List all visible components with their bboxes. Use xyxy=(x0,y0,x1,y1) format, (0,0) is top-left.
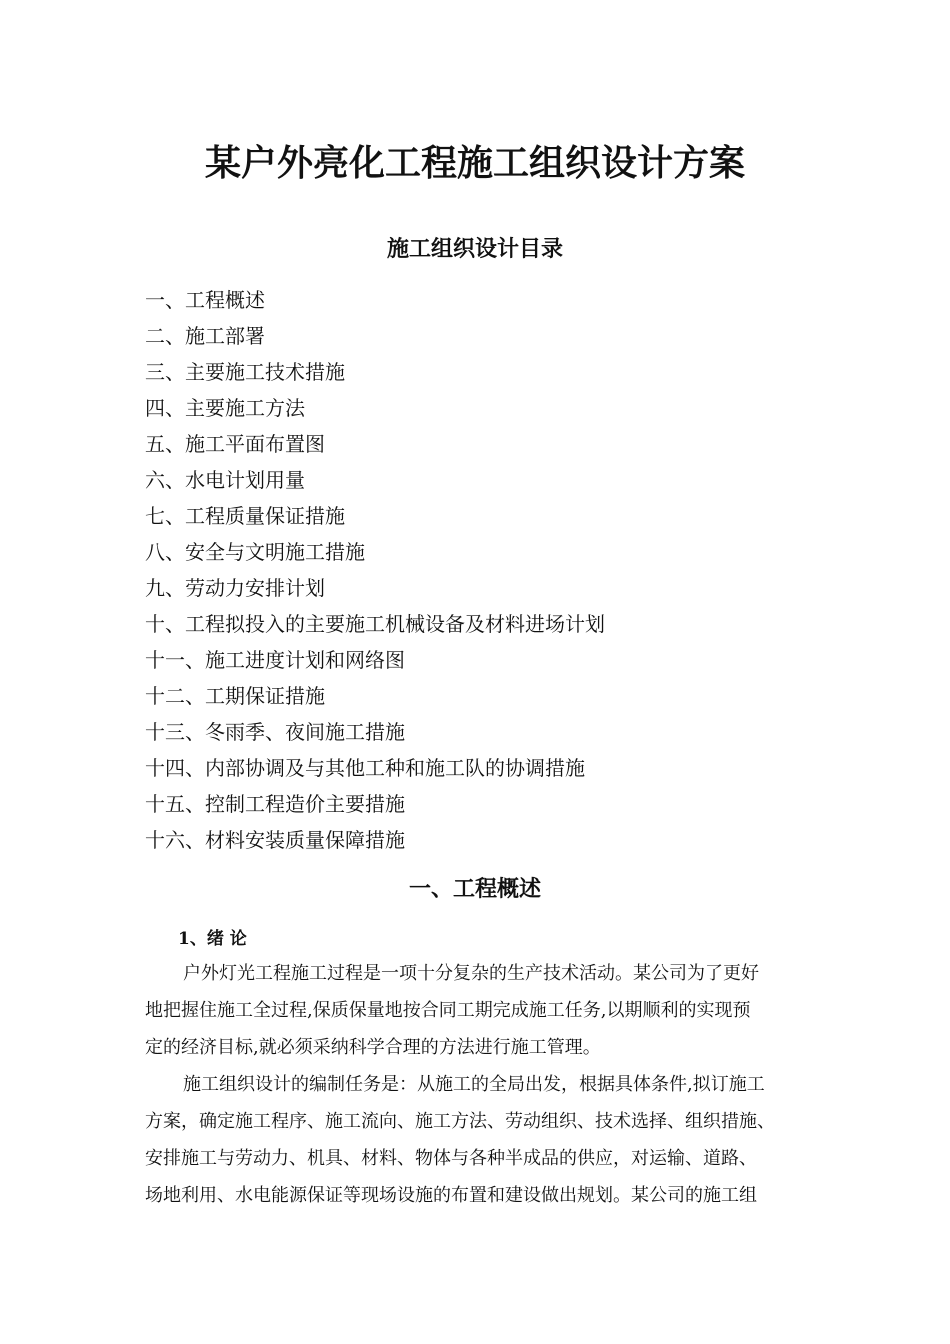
paragraph-task xyxy=(145,1066,825,1214)
toc-item: 十三、冬雨季、夜间施工措施 xyxy=(145,720,405,744)
toc-item: 十五、控制工程造价主要措施 xyxy=(145,792,405,816)
toc-item: 八、安全与文明施工措施 xyxy=(145,540,365,564)
paragraph-intro xyxy=(145,955,825,1066)
paragraph-line: 户外灯光工程施工过程是一项十分复杂的生产技术活动。某公司为了更好 xyxy=(183,963,759,984)
toc-item: 十二、工期保证措施 xyxy=(145,684,325,708)
toc-item: 二、施工部署 xyxy=(145,324,265,348)
toc-item: 一、工程概述 xyxy=(145,288,265,312)
toc-item: 十四、内部协调及与其他工种和施工队的协调措施 xyxy=(145,756,585,780)
table-of-contents xyxy=(145,282,845,858)
toc-item: 六、水电计划用量 xyxy=(145,468,305,492)
toc-item: 三、主要施工技术措施 xyxy=(145,360,345,384)
toc-title: 施工组织设计目录 xyxy=(386,237,563,262)
paragraph-line: 施工组织设计的编制任务是：从施工的全局出发，根据具体条件,拟订施工 xyxy=(183,1074,765,1095)
toc-item: 四、主要施工方法 xyxy=(145,396,305,420)
toc-item: 七、工程质量保证措施 xyxy=(145,504,345,528)
paragraph-line: 地把握住施工全过程,保质保量地按合同工期完成施工任务,以期顺利的实现预 xyxy=(145,1000,751,1021)
toc-item: 十一、施工进度计划和网络图 xyxy=(145,648,405,672)
toc-item: 十、工程拟投入的主要施工机械设备及材料进场计划 xyxy=(145,612,605,636)
subsection-title: 1、绪 论 xyxy=(178,929,247,949)
section-title: 一、工程概述 xyxy=(408,877,541,902)
paragraph-line: 定的经济目标,就必须采纳科学合理的方法进行施工管理。 xyxy=(145,1037,601,1058)
document-title: 某户外亮化工程施工组织设计方案 xyxy=(204,143,745,184)
toc-item: 九、劳动力安排计划 xyxy=(145,576,325,600)
toc-item: 五、施工平面布置图 xyxy=(145,432,325,456)
paragraph-line: 方案，确定施工程序、施工流向、施工方法、劳动组织、技术选择、组织措施、 xyxy=(145,1111,775,1132)
paragraph-line: 场地利用、水电能源保证等现场设施的布置和建设做出规划。某公司的施工组 xyxy=(145,1185,757,1206)
toc-item: 十六、材料安装质量保障措施 xyxy=(145,828,405,852)
paragraph-line: 安排施工与劳动力、机具、材料、物体与各种半成品的供应，对运输、道路、 xyxy=(145,1148,757,1169)
